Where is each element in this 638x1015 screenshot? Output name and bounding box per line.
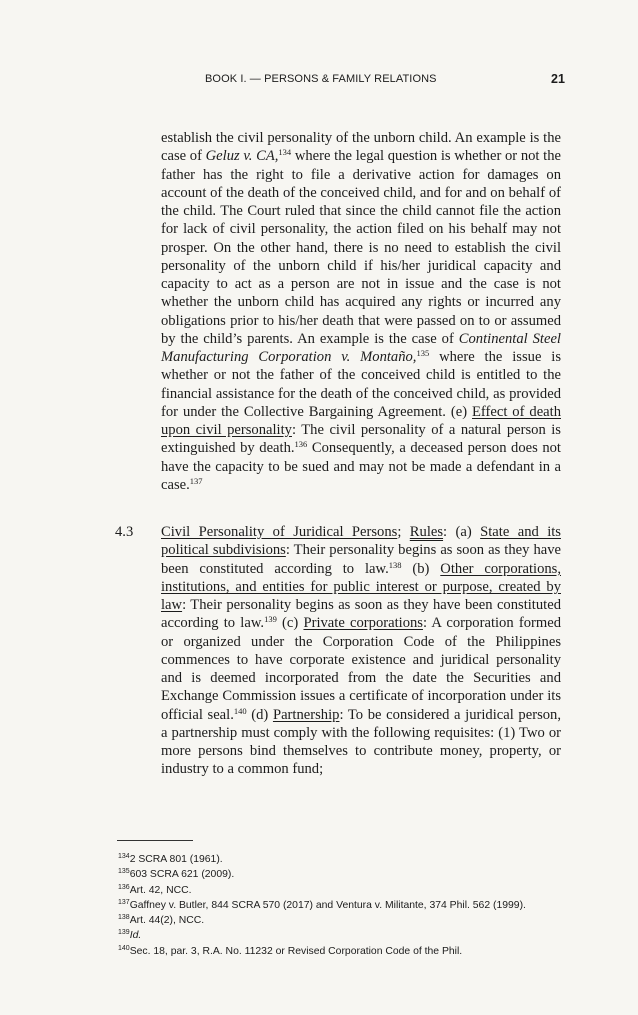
section-number: 4.3: [115, 524, 134, 540]
footnote: $^{140}$Sec. 18, par. 3, R.A. No. 11232 or Revised Corporation Code of the Phil.: [118, 944, 463, 957]
footnote-ref[interactable]: 138: [388, 559, 402, 570]
footnote: $^{139}$Id.: [118, 929, 142, 942]
footnote: $^{137}$Gaffney v. Butler, 844 SCRA 570 (2017) and Ventura v. Militante, 374 Phil. 562 (1999).: [118, 898, 526, 911]
running-head: BOOK I. — PERSONS & FAMILY RELATIONS: [205, 73, 437, 85]
footnotes: [118, 852, 588, 959]
footnote-ref[interactable]: 135: [416, 348, 430, 358]
section-paragraph: Civil Personality of Juridical Persons; Rules: (a) State and its political subdivisions: Their personality begins as soon as they have been constituted according to law.$^{138}$ (b) Other corporations, institutions, and entities for public interest or purpose, created by law: Their personality begins as soon as they have been constituted according to law.$^{139}$ (c) Private corporations: A corporation formed or organized under the Corporation Code of the Philippines commences to have corporate existence and juridical personality and is deemed incorporated from the date the Securities and Exchange Commission issues a certificate of incorporation under its official seal.$^{140}$ (d) Partnership: To be considered a juridical person, a partnership must comply with the following requisites: (1) Two or more persons bind themselves to contribute money, property, or industry to a common fund;: [161, 524, 561, 778]
subheading-e: Effect of death upon civil personality: [161, 403, 561, 438]
subheading-c: Private corporations: [303, 615, 423, 632]
paragraph-continuation: establish the civil personality of the unborn child. An example is the case of Geluz v. CA,$^{134}$ where the legal question is whether or not the father has the right to file a derivative action for damages on account of the death of the conceived child, and for and on behalf of the child. The Court ruled that since the child cannot file the action for lack of civil personality, the action filed on his behalf may not prosper. On the other hand, there is no need to establish the civil personality of the unborn child if his/her juridical capacity and capacity to act as a person are not in issue and the case is not whether the unborn child has acquired any rights or incurred any obligations prior to his/her death that were passed on to or assumed by the child’s parents. An example is the case of Continental Steel Manufacturing Corporation v. Montaño,$^{135}$ where the issue is whether or not the father of the conceived child is entitled to the financial assistance for the death of the conceived child, as provided for under the Collective Bargaining Agreement. (e) Effect of death upon civil personality: The civil personality of a natural person is extinguished by death.$^{136}$ Consequently, a deceased person does not have the capacity to be sued and may not be made a defendant in a case.$^{137}$: [161, 130, 561, 493]
footnote: $^{138}$Art. 44(2), NCC.: [118, 914, 205, 927]
page-header: [0, 73, 638, 91]
case-citation: Continental Steel Manufacturing Corporation v. Montaño,: [161, 330, 561, 365]
footnote-divider: [117, 840, 193, 841]
footnote-ref[interactable]: 139: [264, 614, 277, 625]
footnote: $^{136}$Art. 42, NCC.: [118, 883, 192, 896]
subheading-b: Other corporations, institutions, and entities for public interest or purpose, created by law: [161, 560, 561, 613]
rules-label: Rules: [409, 524, 444, 540]
footnote: $^{135}$603 SCRA 621 (2009).: [118, 868, 235, 881]
footnote-ref[interactable]: 136: [294, 439, 308, 450]
footnote: $^{134}$2 SCRA 801 (1961).: [118, 853, 223, 865]
section-title: Civil Personality of Juridical Persons: [161, 524, 398, 540]
footnote-ref[interactable]: 134: [278, 147, 292, 158]
page-number: 21: [551, 72, 565, 86]
subheading-d: Partnership: [272, 706, 340, 723]
footnote-ref[interactable]: 140: [233, 705, 247, 716]
subheading-a: State and its political subdivisions: [161, 524, 561, 559]
footnote-ref[interactable]: 137: [189, 475, 203, 486]
case-citation: Geluz v. CA,: [205, 148, 279, 165]
